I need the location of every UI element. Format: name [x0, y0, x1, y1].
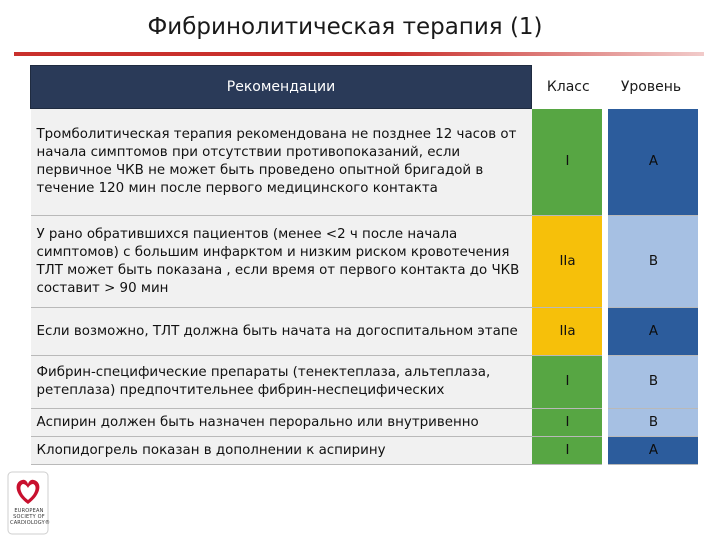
recommendation-text: Фибрин-специфические препараты (тенектеплаза, альтеплаза, ретеплаза) предпочтительнее фибрин-неспецифических	[31, 356, 532, 409]
level-cell: B	[605, 356, 698, 409]
recommendation-text: У рано обратившихся пациентов (менее <2 ч после начала симптомов) с большим инфарктом и низким риском кровотечения ТЛТ может быть показана , если время от первого контакта до ЧКВ составит > 90 мин	[31, 216, 532, 308]
class-cell: I	[532, 356, 605, 409]
title-divider	[14, 52, 704, 56]
recommendation-text: Аспирин должен быть назначен перорально или внутривенно	[31, 409, 532, 437]
class-cell: I	[532, 437, 605, 465]
recommendation-text: Если возможно, ТЛТ должна быть начата на догоспитальном этапе	[31, 308, 532, 356]
esc-logo	[4, 470, 64, 536]
esc-logo-text: EUROPEAN SOCIETY OF CARDIOLOGY®	[10, 508, 51, 526]
level-cell: A	[605, 109, 698, 216]
table-row	[31, 356, 698, 409]
table-header-row	[31, 66, 698, 109]
recommendation-text: Тромболитическая терапия рекомендована не позднее 12 часов от начала симптомов при отсутствии противопоказаний, если первичное ЧКВ не может быть проведено опытной бригадой в течение 120 мин после первого медицинского контакта	[31, 109, 532, 216]
table-row	[31, 308, 698, 356]
table-row	[31, 409, 698, 437]
table-row	[31, 109, 698, 216]
class-cell: IIa	[532, 308, 605, 356]
header-recommendations: Рекомендации	[31, 66, 532, 109]
table-row	[31, 437, 698, 465]
level-cell: A	[605, 437, 698, 465]
header-class: Класс	[532, 66, 605, 109]
recommendation-text: Клопидогрель показан в дополнении к аспирину	[31, 437, 532, 465]
class-cell: IIa	[532, 216, 605, 308]
class-cell: I	[532, 109, 605, 216]
slide-title: Фибринолитическая терапия (1)	[147, 14, 543, 40]
recommendations-table	[30, 65, 698, 465]
class-cell: I	[532, 409, 605, 437]
level-cell: B	[605, 409, 698, 437]
level-cell: B	[605, 216, 698, 308]
table-row	[31, 216, 698, 308]
header-level: Уровень	[605, 66, 698, 109]
level-cell: A	[605, 308, 698, 356]
